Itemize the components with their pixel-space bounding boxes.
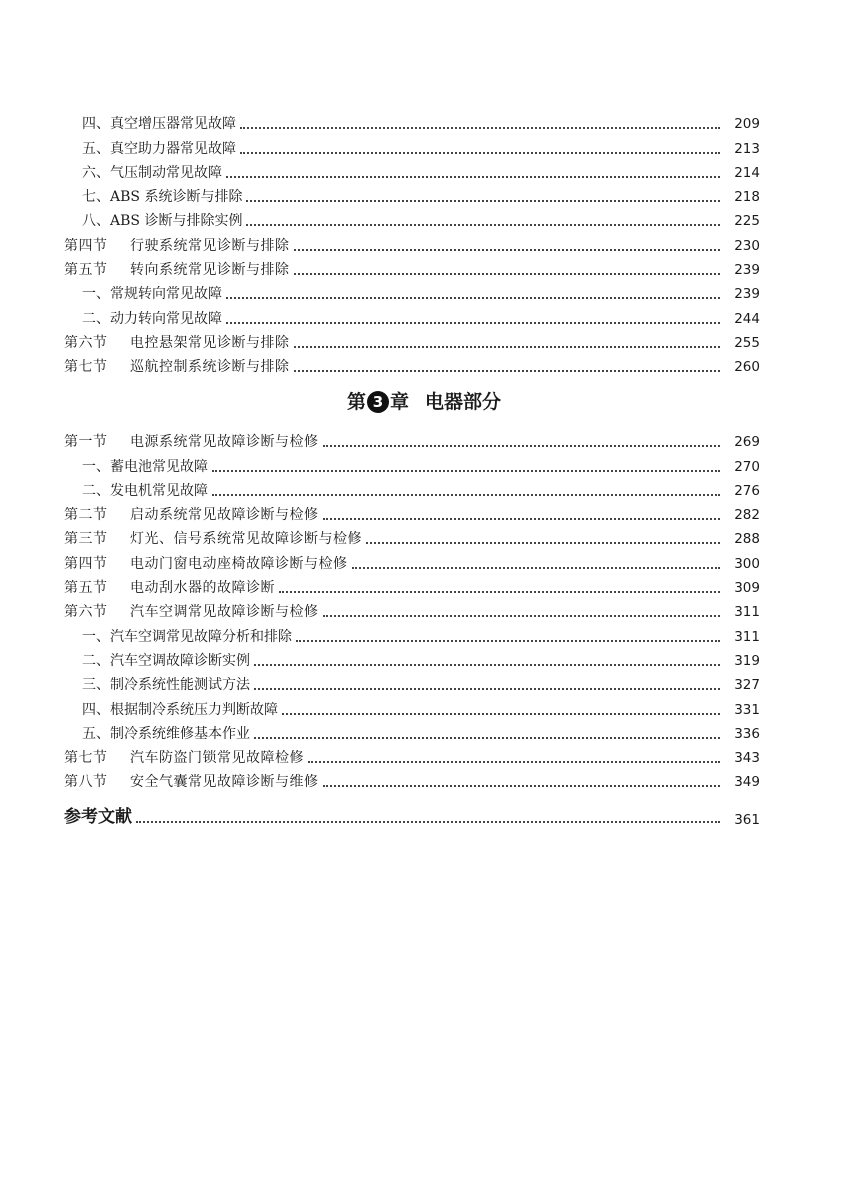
toc-page-number: 270 <box>734 458 760 475</box>
toc-entry-label <box>64 628 292 646</box>
dot-leader <box>366 541 720 544</box>
dot-leader <box>294 345 721 348</box>
toc-entry[interactable] <box>64 597 760 621</box>
toc-entry-title: 电动刮水器的故障诊断 <box>130 580 275 597</box>
toc-entry-title: 安全气囊常见故障诊断与维修 <box>130 774 319 791</box>
dot-leader <box>296 639 720 642</box>
toc-entry-label <box>64 433 319 451</box>
chapter-heading <box>0 389 848 415</box>
toc-page-number: 209 <box>734 116 760 133</box>
section-number: 第五节 <box>64 262 108 279</box>
toc-page-number: 225 <box>734 213 760 230</box>
toc-entry[interactable] <box>64 719 760 743</box>
section-number: 第八节 <box>64 774 108 791</box>
section-number: 第三节 <box>64 531 108 548</box>
toc-entry-title: 电动门窗电动座椅故障诊断与检修 <box>130 555 348 572</box>
toc-page-number: 269 <box>734 434 760 451</box>
toc-page-number: 311 <box>734 604 760 621</box>
toc-page-number: 309 <box>734 580 760 597</box>
toc-page-number: 336 <box>734 725 760 742</box>
toc-page-number: 319 <box>734 652 760 669</box>
toc-page-number: 239 <box>734 286 760 303</box>
dot-leader <box>240 126 720 129</box>
toc-entry-label <box>64 237 290 255</box>
toc-entry[interactable] <box>64 328 760 352</box>
toc-entry[interactable] <box>64 279 760 303</box>
toc-page-number: 260 <box>734 359 760 376</box>
toc-entry-label <box>64 701 278 719</box>
toc-page-number: 213 <box>734 140 760 157</box>
toc-entry-label <box>64 482 208 500</box>
toc-entry[interactable] <box>64 206 760 230</box>
toc-entry-label <box>64 603 319 621</box>
toc-entry[interactable] <box>64 182 760 206</box>
dot-leader <box>323 444 721 447</box>
toc-entry-references[interactable] <box>64 806 760 828</box>
toc-entry-title: 八、ABS 诊断与排除实例 <box>82 213 243 230</box>
dot-leader <box>323 784 721 787</box>
toc-list-part2 <box>64 427 760 791</box>
toc-entry[interactable] <box>64 158 760 182</box>
toc-entry[interactable] <box>64 646 760 670</box>
toc-entry-title: 电源系统常见故障诊断与检修 <box>130 434 319 451</box>
toc-entry-label <box>64 725 250 743</box>
toc-entry-title: 汽车空调常见故障诊断与检修 <box>130 604 319 621</box>
toc-entry-title: 四、真空增压器常见故障 <box>82 116 236 133</box>
toc-page-number: 239 <box>734 262 760 279</box>
chapter-prefix: 第 <box>346 391 366 413</box>
toc-page-number: 343 <box>734 750 760 767</box>
section-number: 第四节 <box>64 237 108 254</box>
toc-entry[interactable] <box>64 694 760 718</box>
dot-leader <box>352 566 721 569</box>
toc-entry-label <box>64 310 222 328</box>
toc-entry[interactable] <box>64 573 760 597</box>
dot-leader <box>282 712 720 715</box>
toc-entry[interactable] <box>64 500 760 524</box>
toc-entry-title: 七、ABS 系统诊断与排除 <box>82 189 243 206</box>
toc-entry-label <box>64 188 242 206</box>
toc-entry[interactable] <box>64 524 760 548</box>
dot-leader <box>323 614 721 617</box>
toc-entry-label <box>64 652 250 670</box>
dot-leader <box>254 663 720 666</box>
toc-entry[interactable] <box>64 352 760 376</box>
toc-entry-label <box>64 212 242 230</box>
section-number: 第四节 <box>64 555 108 572</box>
dot-leader <box>246 199 720 202</box>
toc-entry-title: 二、动力转向常见故障 <box>82 310 222 327</box>
dot-leader <box>226 175 720 178</box>
dot-leader <box>254 736 720 739</box>
toc-page-number: 244 <box>734 310 760 327</box>
chapter-number-badge: 3 <box>367 391 389 413</box>
toc-entry-label <box>64 358 290 376</box>
toc-entry-title: 一、常规转向常见故障 <box>82 286 222 303</box>
toc-entry-title: 三、制冷系统性能测试方法 <box>82 677 250 694</box>
toc-entry[interactable] <box>64 476 760 500</box>
chapter-suffix: 章 <box>389 391 409 413</box>
section-number: 第一节 <box>64 434 108 451</box>
toc-entry[interactable] <box>64 743 760 767</box>
toc-entry-title: 行驶系统常见诊断与排除 <box>130 237 290 254</box>
toc-entry-label <box>64 140 236 158</box>
toc-entry-label <box>64 285 222 303</box>
toc-page-number: 255 <box>734 334 760 351</box>
section-number: 第七节 <box>64 750 108 767</box>
toc-entry-title: 一、汽车空调常见故障分析和排除 <box>82 628 292 645</box>
toc-entry-label <box>64 555 348 573</box>
dot-leader <box>323 517 721 520</box>
toc-page-number: 327 <box>734 677 760 694</box>
dot-leader <box>279 590 720 593</box>
toc-entry-label <box>64 334 290 352</box>
references-title: 参考文献 <box>64 807 132 827</box>
section-number: 第五节 <box>64 580 108 597</box>
toc-page-number: 288 <box>734 531 760 548</box>
toc-entry[interactable] <box>64 230 760 254</box>
toc-entry-title: 电控悬架常见诊断与排除 <box>130 334 290 351</box>
toc-page-number: 214 <box>734 164 760 181</box>
references-page-number: 361 <box>734 812 760 828</box>
toc-entry-label <box>64 773 319 791</box>
dot-leader <box>136 820 720 823</box>
toc-page-number: 230 <box>734 237 760 254</box>
toc-entry[interactable] <box>64 451 760 475</box>
toc-list-part1 <box>64 109 760 376</box>
toc-page-number: 282 <box>734 507 760 524</box>
dot-leader <box>294 272 721 275</box>
toc-entry[interactable] <box>64 427 760 451</box>
toc-entry-label <box>64 749 304 767</box>
section-number: 第七节 <box>64 359 108 376</box>
toc-entry-label <box>64 458 208 476</box>
dot-leader <box>294 369 721 372</box>
dot-leader <box>240 151 720 154</box>
toc-entry-label <box>64 506 319 524</box>
dot-leader <box>212 493 720 496</box>
dot-leader <box>308 760 720 763</box>
toc-entry-label <box>64 530 362 548</box>
section-number: 第六节 <box>64 604 108 621</box>
toc-page-number: 218 <box>734 189 760 206</box>
toc-entry[interactable] <box>64 767 760 791</box>
toc-entry[interactable] <box>64 621 760 645</box>
dot-leader <box>212 469 720 472</box>
toc-entry[interactable] <box>64 255 760 279</box>
toc-page-number: 300 <box>734 555 760 572</box>
dot-leader <box>226 321 720 324</box>
section-number: 第六节 <box>64 334 108 351</box>
toc-entry-label <box>64 164 222 182</box>
toc-page-number: 276 <box>734 482 760 499</box>
toc-entry-title: 汽车防盗门锁常见故障检修 <box>130 750 304 767</box>
dot-leader <box>254 687 720 690</box>
toc-entry-title: 五、真空助力器常见故障 <box>82 140 236 157</box>
toc-entry-title: 五、制冷系统维修基本作业 <box>82 725 250 742</box>
toc-entry-title: 巡航控制系统诊断与排除 <box>130 359 290 376</box>
toc-entry-label <box>64 676 250 694</box>
toc-entry[interactable] <box>64 109 760 133</box>
toc-entry[interactable] <box>64 670 760 694</box>
toc-entry-label <box>64 261 290 279</box>
toc-entry[interactable] <box>64 303 760 327</box>
toc-entry-label <box>64 579 275 597</box>
dot-leader <box>226 296 720 299</box>
toc-entry-title: 二、发电机常见故障 <box>82 482 208 499</box>
toc-entry-title: 二、汽车空调故障诊断实例 <box>82 652 250 669</box>
toc-entry-title: 一、蓄电池常见故障 <box>82 458 208 475</box>
dot-leader <box>246 223 720 226</box>
toc-entry-label <box>64 115 236 133</box>
toc-entry-title: 四、根据制冷系统压力判断故障 <box>82 701 278 718</box>
toc-page-number: 311 <box>734 628 760 645</box>
toc-page-number: 349 <box>734 774 760 791</box>
toc-entry[interactable] <box>64 548 760 572</box>
toc-entry-title: 灯光、信号系统常见故障诊断与检修 <box>130 531 362 548</box>
toc-entry-title: 启动系统常见故障诊断与检修 <box>130 507 319 524</box>
section-number: 第二节 <box>64 507 108 524</box>
toc-entry[interactable] <box>64 133 760 157</box>
toc-entry-title: 转向系统常见诊断与排除 <box>130 262 290 279</box>
chapter-title: 电器部分 <box>425 391 502 413</box>
dot-leader <box>294 248 721 251</box>
toc-page-number: 331 <box>734 701 760 718</box>
toc-entry-title: 六、气压制动常见故障 <box>82 164 222 181</box>
